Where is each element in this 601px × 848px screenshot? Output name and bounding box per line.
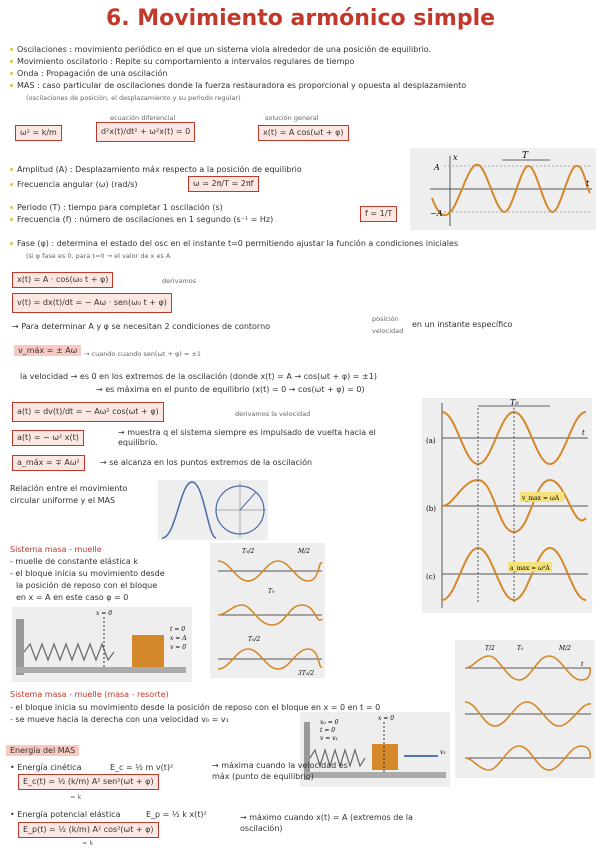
fig2-x0: x₀ = 0	[320, 719, 339, 726]
def-oscilatorio: Movimiento oscilatorio : Repite su comportamiento a intervalos regulares de tiempo	[10, 57, 354, 67]
masa-muelle-line-2: - el bloque inicia su movimiento desde	[10, 569, 165, 578]
fig1-v: v = 0	[170, 644, 187, 651]
small-graph-right	[455, 640, 595, 778]
label-b: (b)	[426, 505, 436, 513]
abc-graph	[422, 398, 592, 613]
param-amplitud: Amplitud (A) : Desplazamiento máx respecto a la posición de equilibrio	[10, 165, 302, 175]
param-fase-note: (si φ fase es 0, para t=0 → el valor de x es A	[26, 252, 171, 260]
velocity-line-1: la velocidad → es 0 en los extremos de la oscilación (donde x(t) = A → cos(ωt + φ) = ±1)	[20, 372, 377, 381]
condiciones-line: → Para determinar A y φ se necesitan 2 condiciones de contorno	[12, 322, 271, 331]
acceleration-omega-eq: a(t) = − ω² x(t)	[12, 430, 84, 446]
fig2-t: t = 0	[320, 727, 336, 734]
energia-title: Energía del MAS	[6, 745, 79, 756]
label-neg-amplitude: −A	[430, 209, 443, 218]
eq-label-diff: ecuación diferencial	[110, 114, 176, 122]
eq-label-sol: solución general	[265, 114, 319, 122]
position-eq: x(t) = A · cos(ω₀ t + φ)	[12, 272, 113, 288]
label-a: (a)	[426, 437, 436, 445]
label-x: x	[453, 153, 458, 162]
velocity-eq: v(t) = dx(t)/dt = − Aω · sen(ω₀ t + φ)	[12, 293, 172, 313]
sg2-t: t	[581, 661, 584, 668]
ep-note: → máximo cuando x(t) = A (extremos de la oscilación)	[240, 813, 413, 833]
ep-def: E_p = ½ k x(t)²	[146, 810, 207, 819]
sg2-T0: T₀	[517, 645, 524, 652]
cond-velocidad: velocidad	[372, 327, 404, 335]
param-fase: Fase (φ) : determina el estado del osc en el instante t=0 permitiendo ajustar la función a condiciones iniciales	[10, 239, 458, 249]
masa-muelle-title: Sistema masa - muelle	[10, 545, 102, 554]
sg1-threehalf: 3T₀/2	[298, 670, 315, 677]
def-mas: MAS : caso particular de oscilaciones donde la fuerza restauradora es proporcional y opuesta al desplazamiento	[10, 81, 466, 91]
def-onda: Onda : Propagación de una oscilación	[10, 69, 167, 79]
ec-label: • Energía cinética	[10, 763, 82, 772]
sg1-half: T₀/2	[248, 636, 261, 643]
label-t-a: t	[582, 429, 585, 437]
ep-label: • Energía potencial elástica	[10, 810, 121, 819]
sg1-T0-2: T₀/2	[242, 548, 255, 555]
label-period: T	[522, 151, 529, 161]
relacion-line-2: circular uniforme y el MAS	[10, 496, 116, 505]
acceleration-note: derivamos la velocidad	[235, 410, 311, 418]
ec-note: → máxima cuando la velocidad es máx (punto de equilibrio)	[212, 761, 348, 781]
fig1-x: x = A	[170, 635, 187, 642]
param-periodo: Periodo (T) : tiempo para completar 1 oscilación (s)	[10, 203, 223, 213]
sg1-T0: T₀	[268, 588, 275, 595]
omega-eq: ω = 2π/T = 2πf	[188, 176, 259, 192]
label-amplitude: A	[434, 163, 440, 172]
fig2-v: v = v₁	[320, 735, 339, 742]
f-eq: f = 1/T	[360, 206, 397, 222]
fig2-x: x = 0	[378, 715, 395, 722]
circular-mas-figure	[158, 480, 268, 540]
sg1-M-2: M/2	[298, 548, 310, 555]
velocity-line-2: → es máxima en el punto de equilibrio (x(t) = 0 → cos(ωt + φ) = 0)	[96, 385, 365, 394]
amax-eq: a_máx = ∓ Aω²	[12, 455, 85, 471]
label-amax: a_max = ω²A	[510, 565, 550, 572]
ep-tag: = k	[82, 839, 94, 847]
masa-muelle-title-2: Sistema masa - muelle (masa - resorte)	[10, 690, 169, 699]
label-vmax: v_max = ωA	[522, 495, 560, 502]
general-solution-eq: x(t) = A cos(ωt + φ)	[258, 125, 349, 141]
masa-muelle-line-4: en x = A en este caso φ = 0	[16, 593, 129, 602]
masa-muelle-line-6: - se mueve hacia la derecha con una velocidad v₀ = v₁	[10, 715, 229, 724]
vmax-note: → cuando cuando sen(ωt + φ) = ±1	[84, 350, 202, 358]
sg2-M-2: M/2	[559, 645, 571, 652]
cond-posicion: posición	[372, 315, 399, 323]
param-freq-angular: Frecuencia angular (ω) (rad/s)	[10, 180, 138, 190]
page-title: 6. Movimiento armónico simple	[105, 6, 496, 31]
cond-tail: en un instante específico	[412, 320, 513, 329]
def-mas-note: (oscilaciones de posición, el desplazamiento y su periodo regular)	[26, 94, 241, 102]
fig1-t: t = 0	[170, 626, 186, 633]
fig2-vi: v₁	[440, 749, 446, 756]
masa-muelle-line-5: - el bloque inicia su movimiento desde la posición de reposo con el bloque en x = 0 en t = 0	[10, 703, 381, 712]
differential-eq: d²x(t)/dt² + ω²x(t) = 0	[96, 122, 195, 142]
ep-eq: E_p(t) = ½ (k/m) A² cos²(ωt + φ)	[18, 822, 159, 838]
position-eq-note: derivamos	[162, 277, 197, 285]
relacion-line-1: Relación entre el movimiento	[10, 484, 128, 493]
label-T0: T₀	[510, 398, 519, 407]
omega-squared-eq: ω² = k/m	[15, 125, 62, 141]
amax-note: → se alcanza en los puntos extremos de la oscilación	[100, 458, 313, 467]
label-t: t	[586, 179, 590, 188]
vmax-eq: v_máx = ± Aω	[14, 345, 81, 356]
masa-muelle-line-1: - muelle de constante elástica k	[10, 557, 138, 566]
acceleration-eq: a(t) = dv(t)/dt = − Aω² cos(ωt + φ)	[12, 402, 164, 422]
ec-eq: E_c(t) = ½ (k/m) A² sen²(ωt + φ)	[18, 774, 159, 790]
param-frecuencia: Frecuencia (f) : número de oscilaciones en 1 segundo (s⁻¹ = Hz)	[10, 215, 273, 225]
label-c: (c)	[426, 573, 436, 581]
masa-muelle-line-3: la posición de reposo con el bloque	[16, 581, 158, 590]
spring-figure-1	[12, 607, 192, 682]
fig1-x0: x = 0	[96, 610, 113, 617]
small-graph-middle	[210, 543, 325, 678]
sg2-x0-2: T/2	[485, 645, 495, 652]
oscillation-graph	[410, 148, 596, 230]
ec-tag: = k	[70, 793, 82, 801]
ec-def: E_c = ½ m v(t)²	[110, 763, 174, 772]
def-oscilaciones: Oscilaciones : movimiento periódico en el que un sistema viola alrededor de una posición de equilibrio.	[10, 45, 431, 55]
acceleration-omega-note: → muestra q el sistema siempre es impulsado de vuelta hacia el equilibrio.	[118, 428, 376, 447]
